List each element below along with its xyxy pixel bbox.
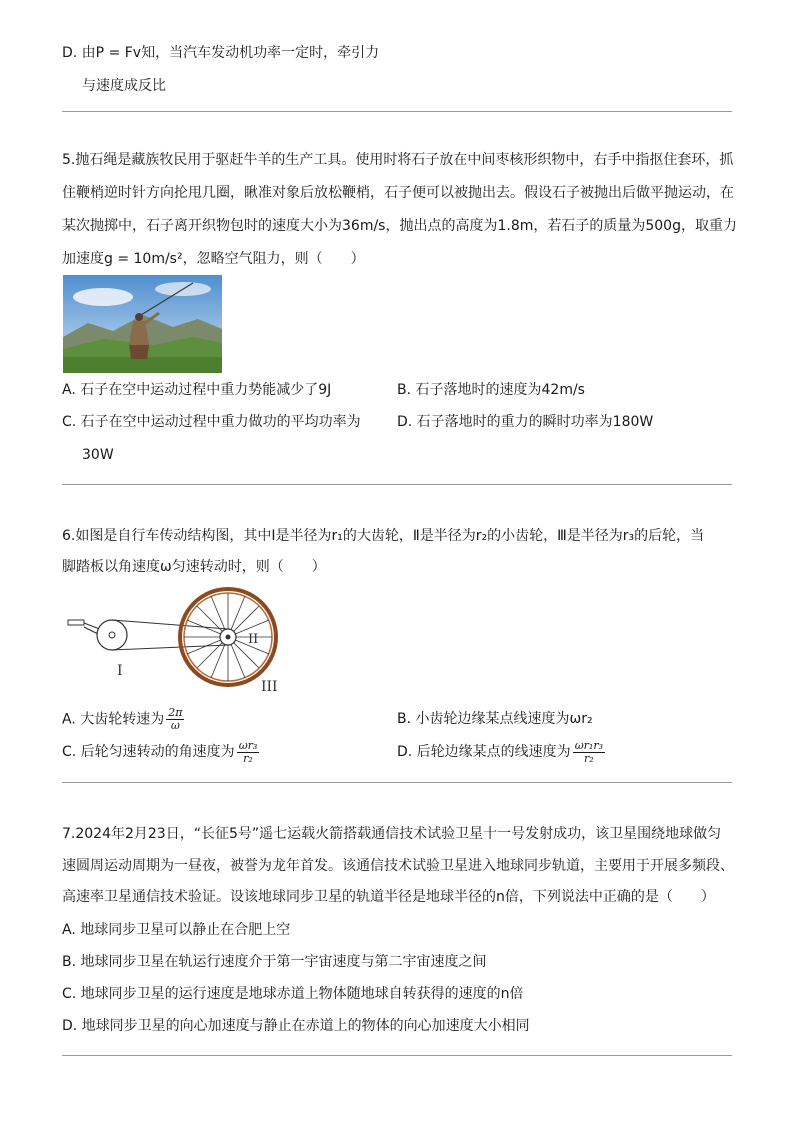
label-gear-2: II [248,632,259,647]
q5-stem-line2: 住鞭梢逆时针方向抡甩几圈，瞅准对象后放松鞭梢，石子便可以被抛出去。假设石子被抛出后做平抛运动，在 [62,185,734,201]
bicycle-transmission-diagram [62,585,302,697]
q6-stem-line1: 6.如图是自行车传动结构图，其中Ⅰ是半径为r₁的大齿轮，Ⅱ是半径为r₂的小齿轮，Ⅲ是半径为r₃的后轮，当 [62,528,705,544]
q6-option-b: B. 小齿轮边缘某点线速度为ωr₂ [397,711,593,727]
q5-option-b: B. 石子落地时的速度为42m/s [397,382,585,398]
q4-option-d-line2: 与速度成反比 [82,78,166,94]
q7-option-a: A. 地球同步卫星可以静止在合肥上空 [62,922,291,938]
divider [62,1055,732,1056]
q5-option-d: D. 石子落地时的重力的瞬时功率为180W [397,414,654,430]
q7-stem-line3: 高速率卫星通信技术验证。设该地球同步卫星的轨道半径是地球半径的n倍，下列说法中正确的是（ ） [62,889,715,905]
divider [62,111,732,112]
q6-option-d [397,738,607,766]
divider [62,782,732,783]
label-wheel-3: III [261,679,278,695]
q6-option-c-fraction: $\frac{\text{ωr₃}}{\text{r₂}}$ [238,738,258,765]
label-gear-1: I [117,663,123,679]
q5-stem-line4: 加速度g = 10m/s²，忽略空气阻力，则（ ） [62,251,365,267]
q5-stem-line1: 5.抛石绳是藏族牧民用于驱赶牛羊的生产工具。使用时将石子放在中间枣核形织物中，右手中指抠住套环，抓 [62,152,734,168]
q7-stem-line2: 速圆周运动周期为一昼夜，被誉为龙年首发。该通信技术试验卫星进入地球同步轨道，主要用于开展多频段、 [62,858,734,874]
q5-option-c-line2: 30W [82,447,114,463]
q6-option-d-text: D. 后轮边缘某点的线速度为 [397,744,571,760]
q6-option-d-fraction: $\frac{\text{ωr₁r₃}}{\text{r₂}}$ [574,738,603,765]
q6-option-a [62,707,186,732]
q6-stem-line2: 脚踏板以角速度ω匀速转动时，则（ ） [62,559,326,575]
q7-option-d: D. 地球同步卫星的向心加速度与静止在赤道上的物体的向心加速度大小相同 [62,1018,530,1034]
q7-option-b: B. 地球同步卫星在轨运行速度介于第一宇宙速度与第二宇宙速度之间 [62,954,487,970]
q6-option-a-fraction: $\frac{2\pi}{\omega}$ [168,706,183,732]
q7-stem-line1: 7.2024年2月23日，“长征5号”遥七运载火箭搭载通信技术试验卫星十一号发射成功，该卫星围绕地球做匀 [62,826,722,842]
q5-stem-line3: 某次抛掷中，石子离开织物包时的速度大小为36m/s，抛出点的高度为1.8m，若石子的质量为500g，取重力 [62,218,737,234]
divider [62,484,732,485]
q4-option-d-line1: D. 由P = Fv知，当汽车发动机功率一定时，牵引力 [62,45,380,61]
q6-option-a-text: A. 大齿轮转速为 [62,711,165,728]
q7-option-c: C. 地球同步卫星的运行速度是地球赤道上物体随地球自转获得的速度的n倍 [62,986,524,1002]
q5-option-c-line1: C. 石子在空中运动过程中重力做功的平均功率为 [62,414,361,430]
herdsman-throwing-photo [63,275,222,373]
q5-option-a: A. 石子在空中运动过程中重力势能减少了9J [62,382,332,398]
q6-option-c-text: C. 后轮匀速转动的角速度为 [62,744,235,760]
q6-option-c [62,738,261,766]
